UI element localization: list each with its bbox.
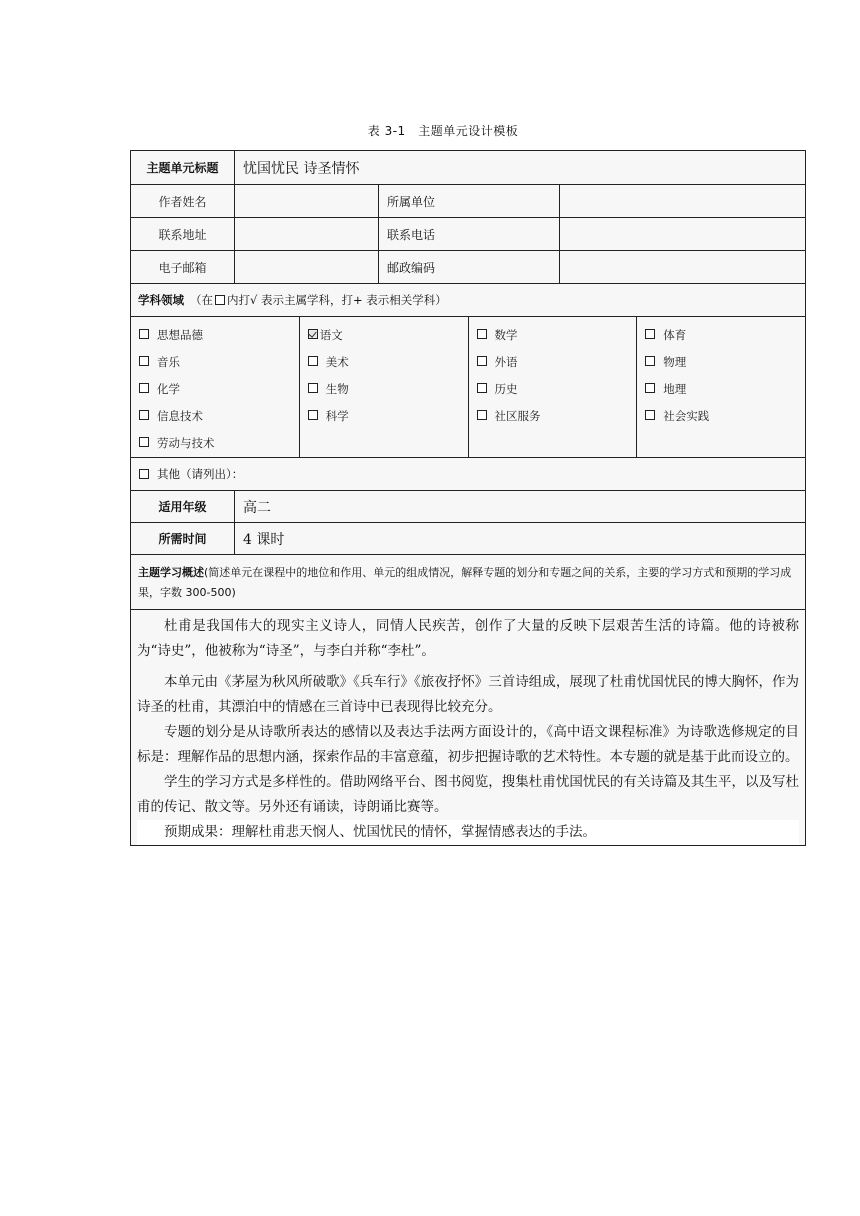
unit-title-value[interactable]: 忧国忧民 诗圣情怀 <box>243 160 360 177</box>
subject-label: 外语 <box>494 355 518 369</box>
summary-note: (简述单元在课程中的地位和作用、单元的组成情况，解释专题的划分和专题之间的关系，主要的学习方式和预期的学习成果，字数 300-500) <box>138 566 792 599</box>
subject-option[interactable] <box>308 354 468 381</box>
subject-option[interactable] <box>139 327 299 354</box>
subject-option[interactable] <box>139 435 299 462</box>
subject-label: 历史 <box>494 382 518 396</box>
info-row-address <box>131 218 805 251</box>
summary-paragraph: 杜甫是我国伟大的现实主义诗人，同情人民疾苦，创作了大量的反映下层艰苦生活的诗篇。他的诗被称为“诗史”，他被称为“诗圣”，与李白并称“李杜”。 <box>137 618 799 659</box>
unit-title-row <box>131 151 805 185</box>
checkbox-icon[interactable] <box>308 383 318 393</box>
subject-area-note-end: 内打√ 表示主属学科，打+ 表示相关学科） <box>227 293 447 307</box>
subject-label: 社会实践 <box>663 409 710 423</box>
subject-label: 生物 <box>325 382 349 396</box>
subject-column-2 <box>300 317 469 457</box>
grade-row <box>131 491 805 523</box>
address-field[interactable] <box>235 218 379 250</box>
subject-option[interactable] <box>477 381 637 408</box>
checkbox-icon[interactable] <box>139 356 149 366</box>
subject-option[interactable] <box>645 381 805 408</box>
postcode-field[interactable] <box>560 251 805 283</box>
subject-area-label: 学科领域 <box>138 293 184 307</box>
subject-label: 劳动与技术 <box>157 436 215 450</box>
other-subject-label: 其他（请列出）： <box>157 467 244 481</box>
subject-grid <box>131 317 805 458</box>
organization-field[interactable] <box>560 185 805 217</box>
summary-body[interactable] <box>131 610 805 845</box>
subject-option[interactable] <box>645 408 805 435</box>
unit-title-label: 主题单元标题 <box>131 151 235 184</box>
summary-paragraph: 本单元由《茅屋为秋风所破歌》《兵车行》《旅夜抒怀》三首诗组成，展现了杜甫忧国忧民的博大胸怀，作为诗圣的杜甫，其漂泊中的情感在三首诗中已表现得比较充分。 <box>137 674 799 715</box>
subject-option[interactable] <box>139 354 299 381</box>
email-label: 电子邮箱 <box>131 251 235 283</box>
checkbox-icon[interactable] <box>139 383 149 393</box>
checkmark-icon[interactable] <box>308 329 318 339</box>
subject-area-note-start: （在 <box>190 293 213 307</box>
subject-label: 信息技术 <box>157 409 203 423</box>
summary-label: 主题学习概述 <box>138 566 204 579</box>
checkbox-icon[interactable] <box>645 356 655 366</box>
subject-column-1 <box>131 317 300 457</box>
subject-option[interactable] <box>477 408 637 435</box>
summary-header <box>131 555 805 610</box>
checkbox-icon[interactable] <box>645 383 655 393</box>
time-label: 所需时间 <box>131 523 235 554</box>
checkbox-icon[interactable] <box>139 437 149 447</box>
subject-area-header <box>131 284 805 317</box>
subject-option[interactable] <box>477 327 637 354</box>
phone-label: 联系电话 <box>379 218 560 250</box>
summary-paragraph: 预期成果：理解杜甫悲天悯人、忧国忧民的情怀，掌握情感表达的手法。 <box>137 820 799 845</box>
author-name-label: 作者姓名 <box>131 185 235 217</box>
subject-option[interactable] <box>477 354 637 381</box>
subject-column-3 <box>469 317 638 457</box>
subject-option[interactable] <box>139 408 299 435</box>
subject-option-other[interactable] <box>131 458 805 491</box>
time-row <box>131 523 805 555</box>
subject-label: 语文 <box>319 328 343 342</box>
subject-option[interactable] <box>645 327 805 354</box>
table-caption: 表 3-1 主题单元设计模板 <box>367 124 519 138</box>
subject-label: 数学 <box>494 328 518 342</box>
address-label: 联系地址 <box>131 218 235 250</box>
postcode-label: 邮政编码 <box>379 251 560 283</box>
info-row-author <box>131 185 805 218</box>
subject-label: 社区服务 <box>494 409 541 423</box>
checkbox-icon[interactable] <box>139 329 149 339</box>
checkbox-icon[interactable] <box>308 410 318 420</box>
checkbox-icon[interactable] <box>308 356 318 366</box>
summary-paragraph: 专题的划分是从诗歌所表达的感情以及表达手法两方面设计的，《高中语文课程标准》为诗歌选修规定的目标是：理解作品的思想内涵，探索作品的丰富意蕴，初步把握诗歌的艺术特性。本专题的就是基于此而设立的。 <box>137 724 799 765</box>
subject-option[interactable] <box>308 408 468 435</box>
subject-label: 科学 <box>325 409 349 423</box>
time-value[interactable]: 4 课时 <box>243 531 285 548</box>
subject-label: 音乐 <box>157 355 180 369</box>
subject-option[interactable] <box>645 354 805 381</box>
phone-field[interactable] <box>560 218 805 250</box>
checkbox-icon[interactable] <box>477 356 487 366</box>
grade-label: 适用年级 <box>131 491 235 522</box>
checkbox-icon[interactable] <box>645 329 655 339</box>
checkbox-icon[interactable] <box>477 329 487 339</box>
unit-design-table <box>130 150 806 846</box>
organization-label: 所属单位 <box>379 185 560 217</box>
author-name-field[interactable] <box>235 185 379 217</box>
subject-option-chinese-checked[interactable] <box>308 327 468 354</box>
info-row-email <box>131 251 805 284</box>
subject-column-4 <box>637 317 805 457</box>
email-field[interactable] <box>235 251 379 283</box>
checkbox-icon[interactable] <box>139 469 149 479</box>
subject-label: 思想品德 <box>157 328 203 342</box>
checkbox-icon[interactable] <box>477 410 487 420</box>
subject-option[interactable] <box>308 381 468 408</box>
subject-label: 物理 <box>663 355 687 369</box>
subject-option[interactable] <box>139 381 299 408</box>
checkbox-icon[interactable] <box>139 410 149 420</box>
subject-label: 体育 <box>663 328 687 342</box>
summary-paragraph: 学生的学习方式是多样性的。借助网络平台、图书阅览，搜集杜甫忧国忧民的有关诗篇及其生平，以及写杜甫的传记、散文等。另外还有诵读，诗朗诵比赛等。 <box>137 774 799 815</box>
checkbox-icon[interactable] <box>477 383 487 393</box>
grade-value[interactable]: 高二 <box>243 499 271 516</box>
subject-label: 地理 <box>663 382 687 396</box>
subject-label: 化学 <box>157 382 180 396</box>
subject-label: 美术 <box>325 355 349 369</box>
checkbox-icon[interactable] <box>645 410 655 420</box>
checkbox-legend-icon <box>215 295 225 305</box>
